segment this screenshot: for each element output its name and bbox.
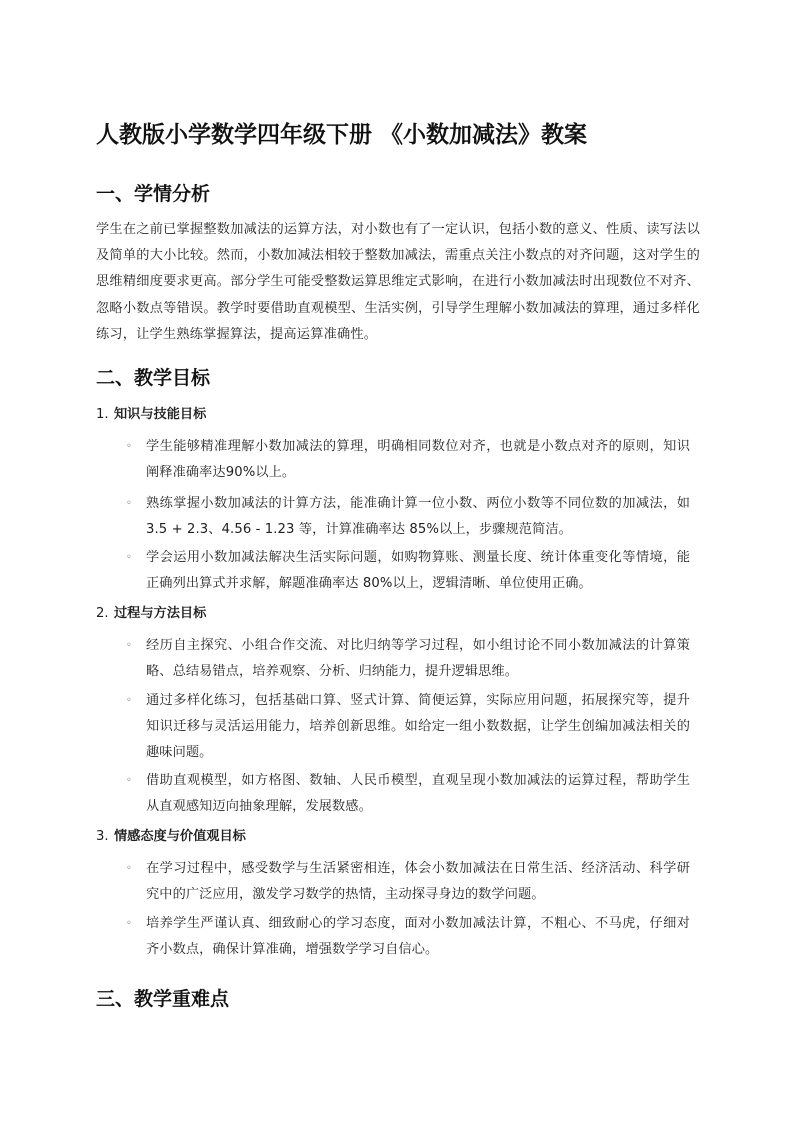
bullet-icon: ◦ [126, 918, 132, 929]
bullet-icon: ◦ [126, 441, 132, 452]
goal-item-attitude [96, 825, 700, 849]
bullet-icon: ◦ [126, 552, 132, 563]
goal-label: 过程与方法目标 [114, 606, 207, 621]
section-heading-teaching-goals: 二、教学目标 [96, 367, 211, 389]
goal-label: 情感态度与价值观目标 [114, 829, 246, 844]
goal-item-knowledge [96, 403, 700, 427]
bullet-icon: ◦ [126, 498, 132, 509]
list-item: ◦ 通过多样化练习，包括基础口算、竖式计算、简便运算，实际应用问题，拓展探究等，提升知识迁移与灵活运用能力，培养创新思维。如给定一组小数数据，让学生创编加减法相关的趣味问题。 [126, 688, 690, 767]
list-item: ◦ 经历自主探究、小组合作交流、对比归纳等学习过程，如小组讨论不同小数加减法的计算策略、总结易错点，培养观察、分析、归纳能力，提升逻辑思维。 [126, 633, 690, 685]
list-item: ◦ 学生能够精准理解小数加减法的算理，明确相同数位对齐，也就是小数点对齐的原则，知识阐释准确率达90%以上。 [126, 434, 690, 486]
learning-analysis-paragraph: 学生在之前已掌握整数加减法的运算方法，对小数也有了一定认识，包括小数的意义、性质、读写法以及简单的大小比较。然而，小数加减法相较于整数加减法，需重点关注小数点的对齐问题，这对学生的思维精细度要求更高。部分学生可能受整数运算思维定式影响，在进行小数加减法时出现数位不对齐、忽略小数点等错误。教学时要借助直观模型、生活实例，引导学生理解小数加减法的算理，通过多样化练习，让学生熟练掌握算法，提高运算准确性。 [96, 222, 700, 342]
bullet-icon: ◦ [126, 640, 132, 651]
bullet-icon: ◦ [126, 775, 132, 786]
section-heading-key-points: 三、教学重难点 [96, 988, 230, 1010]
list-item: ◦ 借助直观模型，如方格图、数轴、人民币模型，直观呈现小数加减法的运算过程，帮助学生从直观感知迈向抽象理解，发展数感。 [126, 768, 690, 820]
goal-label: 知识与技能目标 [114, 407, 207, 422]
list-item: ◦ 培养学生严谨认真、细致耐心的学习态度，面对小数加减法计算，不粗心、不马虎，仔细对齐小数点，确保计算准确，增强数学学习自信心。 [126, 911, 690, 963]
list-number: 1. [96, 407, 109, 422]
list-item: ◦ 熟练掌握小数加减法的计算方法，能准确计算一位小数、两位小数等不同位数的加减法，如 3.5 + 2.3、4.56 - 1.23 等，计算准确率达 85%以上，步骤规范简洁。 [126, 491, 690, 543]
document-title: 人教版小学数学四年级下册 《小数加减法》教案 [96, 122, 588, 148]
list-number: 3. [96, 829, 109, 844]
list-item: ◦ 在学习过程中，感受数学与生活紧密相连，体会小数加减法在日常生活、经济活动、科学研究中的广泛应用，激发学习数学的热情，主动探寻身边的数学问题。 [126, 856, 690, 908]
goal-item-process [96, 602, 700, 626]
list-number: 2. [96, 606, 109, 621]
bullet-icon: ◦ [126, 695, 132, 706]
bullet-icon: ◦ [126, 863, 132, 874]
list-item: ◦ 学会运用小数加减法解决生活实际问题，如购物算账、测量长度、统计体重变化等情境，能正确列出算式并求解，解题准确率达 80%以上，逻辑清晰、单位使用正确。 [126, 545, 690, 597]
section-heading-learning-analysis: 一、学情分析 [96, 183, 211, 205]
